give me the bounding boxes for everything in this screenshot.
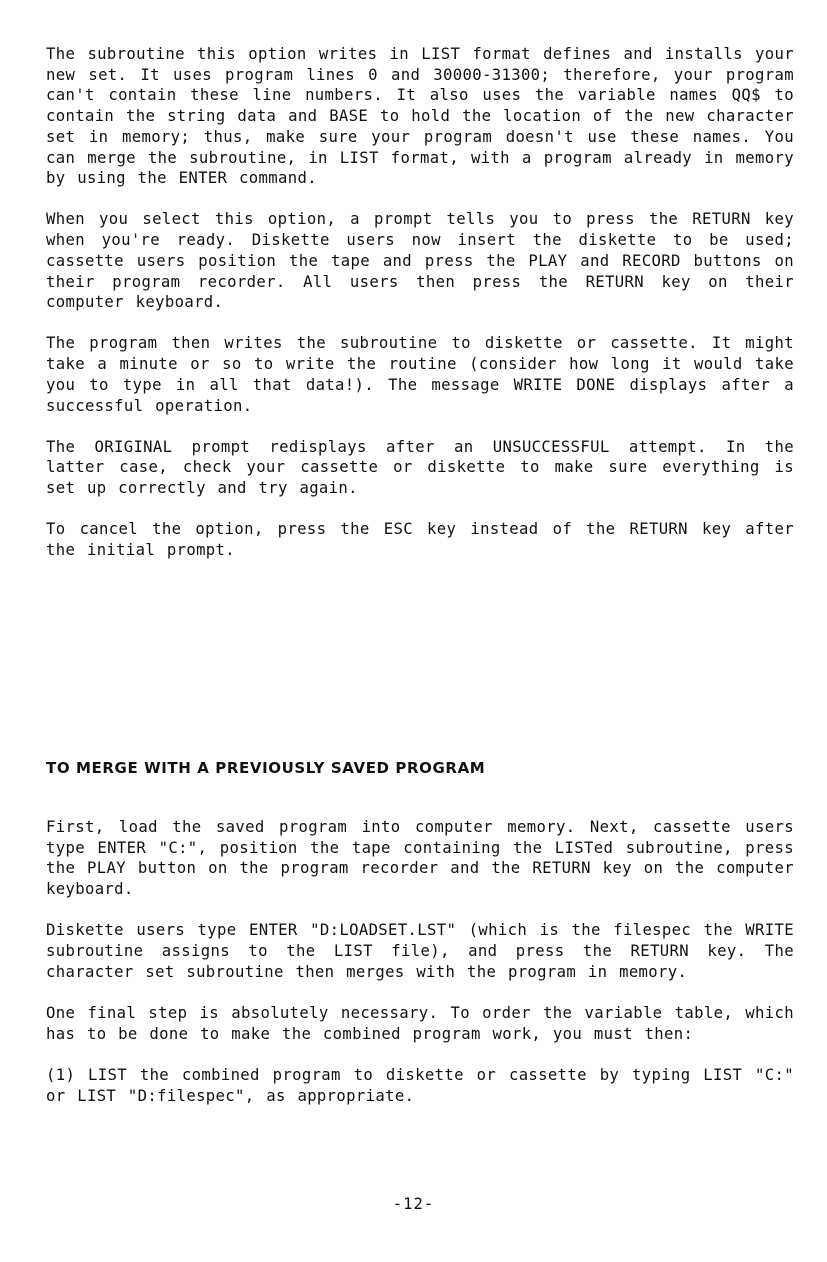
merge-section: [46, 817, 794, 1127]
paragraph-subroutine-description: The subroutine this option writes in LIST format defines and installs your new set. It uses program lines 0 and 30000-31300; therefore, your program can't contain these line numbers. It also uses the variable names QQ$ to contain the string data and BASE to hold the location of the new character set in memory; thus, make sure your program doesn't use these names. You can merge the subroutine, in LIST format, with a program already in memory by using the ENTER command.: [46, 45, 794, 188]
paragraph-diskette-users: Diskette users type ENTER "D:LOADSET.LST" (which is the filespec the WRITE subroutine assigns to the LIST file), and press the RETURN key. The character set subroutine then merges with the program in memory.: [46, 921, 794, 981]
page-number: -12-: [392, 1195, 435, 1213]
document-page: [46, 44, 794, 1105]
paragraph-step-one: (1) LIST the combined program to diskette or cassette by typing LIST "C:" or LIST "D:filespec", as appropriate.: [46, 1065, 794, 1105]
paragraph-cancel-option: To cancel the option, press the ESC key instead of the RETURN key after the initial prompt.: [46, 520, 794, 560]
paragraph-write-subroutine: The program then writes the subroutine to diskette or cassette. It might take a minute or so to write the routine (consider how long it would take you to type in all that data!). The message WRITE DONE displays after a successful operation.: [46, 334, 794, 415]
paragraph-final-step: One final step is absolutely necessary. To order the variable table, which has to be done to make the combined program work, you must then:: [46, 1003, 794, 1043]
paragraph-load-program: First, load the saved program into computer memory. Next, cassette users type ENTER "C:", position the tape containing the LISTed subroutine, press the PLAY button on the program recorder and the RETURN key on the computer keyboard.: [46, 818, 794, 899]
section-heading: TO MERGE WITH A PREVIOUSLY SAVED PROGRAM: [46, 759, 486, 777]
paragraph-unsuccessful-attempt: The ORIGINAL prompt redisplays after an UNSUCCESSFUL attempt. In the latter case, check your cassette or diskette to make sure everything is set up correctly and try again.: [46, 437, 794, 498]
paragraph-select-option: When you select this option, a prompt tells you to press the RETURN key when you're ready. Diskette users now insert the diskette to be used; cassette users position the tape and press the PLAY and RECORD buttons on their program recorder. All users then press the RETURN key on their computer keyboard.: [46, 210, 794, 312]
